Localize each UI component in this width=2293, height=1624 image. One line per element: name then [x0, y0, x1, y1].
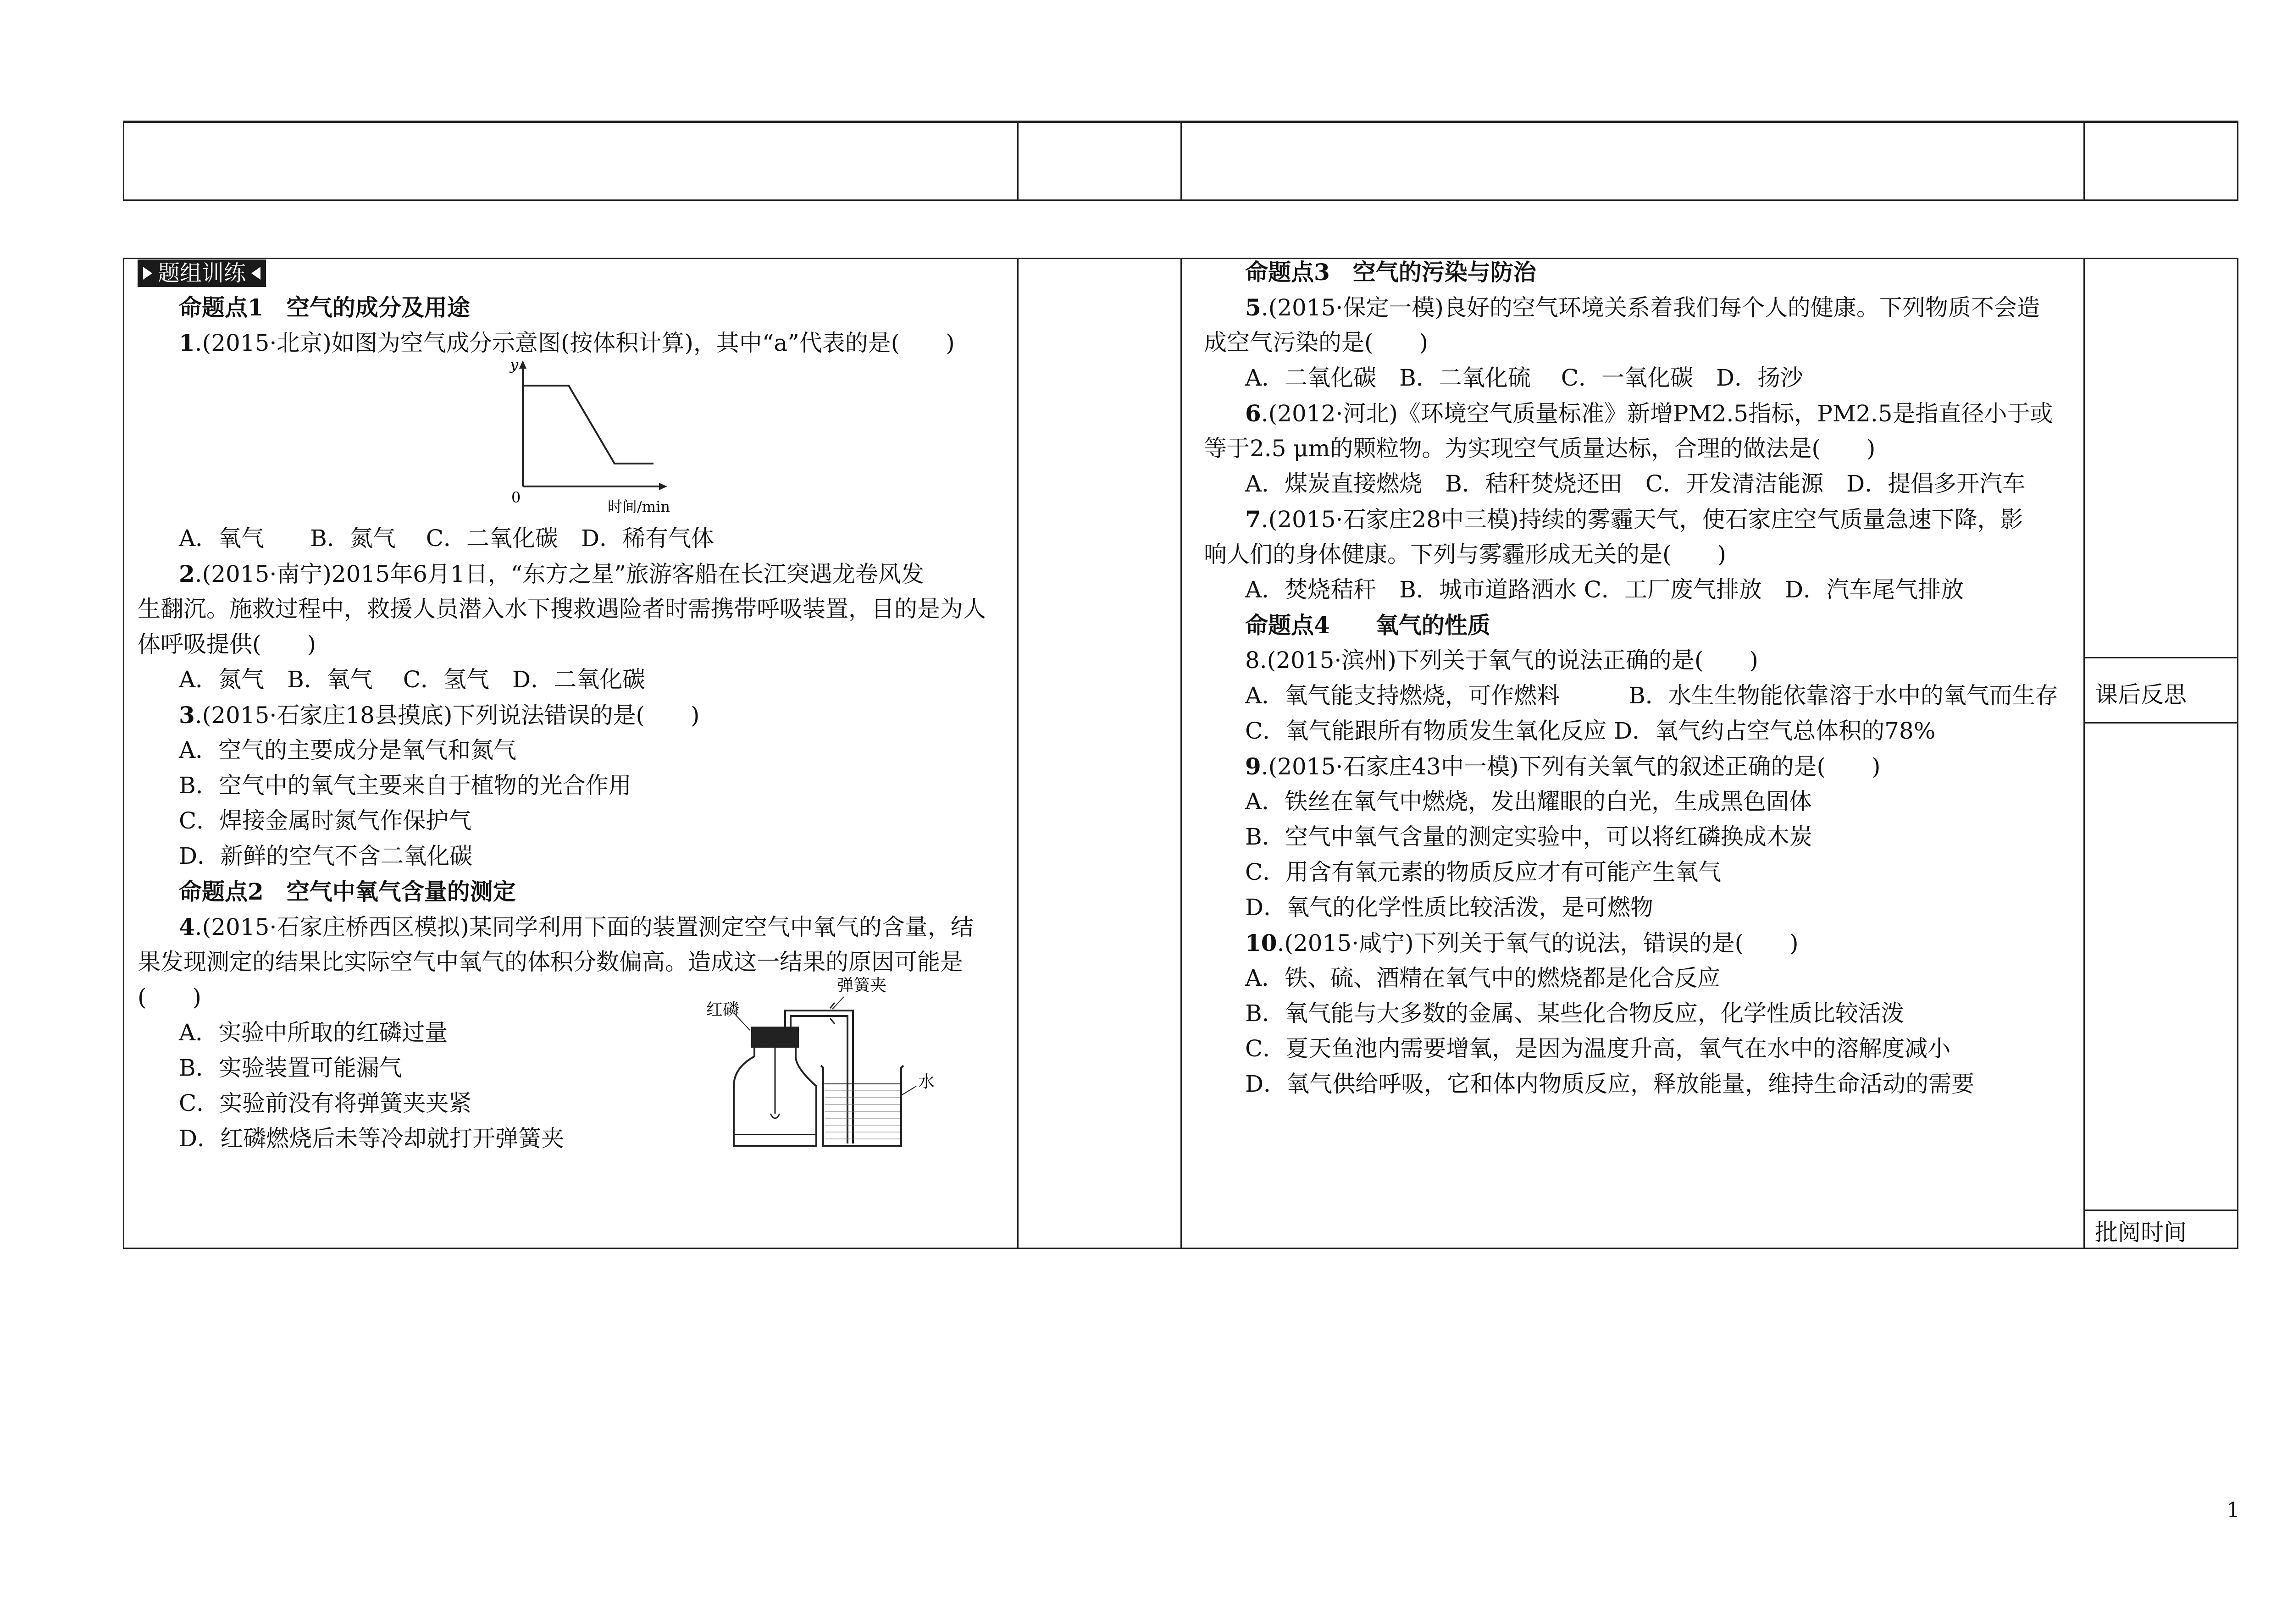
question-9 — [1204, 749, 2075, 784]
q4-option-d: D．红磷燃烧后未等冷却就打开弹簧夹 — [179, 1125, 565, 1152]
topic-2-heading: 命题点2 空气中氧气含量的测定 — [179, 878, 516, 905]
water-pointer — [901, 1086, 916, 1095]
phosphorus-label: 红磷 — [706, 1000, 740, 1019]
header-divider-1 — [1017, 121, 1019, 201]
question-8: 8.(2015·滨州)下列关于氧气的说法正确的是( ) — [1245, 647, 1758, 674]
q10-option-c: C．夏天鱼池内需要增氧，是因为温度升高，氧气在水中的溶解度减小 — [1245, 1035, 1951, 1062]
question-number: 2 — [179, 560, 195, 587]
q10-option-a: A．铁、硫、酒精在氧气中的燃烧都是化合反应 — [1245, 965, 1721, 991]
topic-3-heading: 命题点3 空气的污染与防治 — [1245, 259, 1536, 286]
apparatus-diagram — [706, 976, 991, 1155]
content-divider-1 — [1017, 258, 1019, 1249]
question-number: 4 — [179, 913, 195, 940]
header-divider-3 — [2083, 121, 2085, 201]
q3-option-b: B．空气中的氧气主要来自于植物的光合作用 — [179, 772, 631, 799]
water-hatch — [825, 1091, 900, 1139]
question-number: 9 — [1245, 753, 1261, 780]
q8-options-cd: C．氧气能跟所有物质发生氧化反应 D．氧气约占空气总体积的78% — [1245, 718, 1936, 744]
question-3 — [138, 697, 1009, 733]
flask-stopper — [751, 1027, 799, 1048]
clamp-icon — [830, 1003, 835, 1024]
question-stem: .(2015·咸宁)下列关于氧气的说法，错误的是( ) — [1277, 930, 1799, 956]
origin-label: 0 — [511, 489, 521, 506]
question-stem: .(2015·石家庄28中三模)持续的雾霾天气，使石家庄空气质量急速下降，影 — [1261, 506, 2023, 533]
question-number: 10 — [1245, 929, 1277, 956]
graph-line — [523, 386, 654, 464]
triangle-left-icon — [251, 267, 260, 280]
question-number: 6 — [1245, 400, 1261, 427]
side-row-line-2 — [2083, 722, 2238, 724]
beaker — [821, 1066, 903, 1146]
q1-graph — [138, 360, 1009, 521]
question-7 — [1204, 502, 2075, 537]
q2-options: A．氮气 B．氧气 C．氢气 D．二氧化碳 — [179, 666, 646, 693]
q4-option-a: A．实验中所取的红磷过量 — [179, 1019, 448, 1046]
q10-option-b: B．氧气能与大多数的金属、某些化合物反应，化学性质比较活泼 — [1245, 1000, 1904, 1027]
question-4 — [138, 909, 1009, 945]
clamp-label: 弹簧夹 — [837, 976, 887, 995]
side-row-line-3 — [2083, 1210, 2238, 1211]
q2-stem-line-2: 生翻沉。施救过程中，救援人员潜入水下搜救遇险者时需携带呼吸装置，目的是为人 — [138, 596, 986, 622]
question-stem: .(2015·南宁)2015年6月1日，“东方之星”旅游客船在长江突遇龙卷风发 — [194, 561, 924, 587]
triangle-right-icon — [143, 267, 152, 280]
q5-options: A．二氧化碳 B．二氧化硫 C．一氧化碳 D．扬沙 — [1245, 365, 1804, 391]
q5-stem-line-2: 成空气污染的是( ) — [1204, 329, 1429, 356]
x-axis-label: 时间/min — [608, 498, 670, 515]
q7-stem-line-2: 响人们的身体健康。下列与雾霾形成无关的是( ) — [1204, 541, 1727, 568]
header-divider-2 — [1180, 121, 1182, 201]
section-banner — [138, 260, 266, 287]
right-column — [1204, 254, 2075, 1102]
page-number: 1 — [2227, 1497, 2240, 1522]
question-stem: .(2012·河北)《环境空气质量标准》新增PM2.5指标，PM2.5是指直径小于或 — [1261, 400, 2053, 427]
question-stem: .(2015·保定一模)良好的空气环境关系着我们每个人的健康。下列物质不会造 — [1261, 294, 2040, 321]
content-divider-3 — [2083, 258, 2085, 1249]
question-number: 5 — [1245, 294, 1261, 321]
q4-stem-line-3: ( ) — [138, 984, 202, 1011]
left-column — [138, 254, 1009, 1156]
q9-option-a: A．铁丝在氧气中燃烧，发出耀眼的白光，生成黑色固体 — [1245, 788, 1812, 815]
q7-options: A．焚烧秸秆 B．城市道路洒水 C．工厂废气排放 D．汽车尾气排放 — [1245, 576, 1964, 603]
y-arrow-icon — [519, 360, 526, 369]
q4-options-block — [138, 976, 1009, 1156]
question-5 — [1204, 290, 2075, 325]
q3-option-d: D．新鲜的空气不含二氧化碳 — [179, 843, 473, 869]
topic-4-heading: 命题点4 氧气的性质 — [1245, 612, 1490, 639]
q9-option-b: B．空气中氧气含量的测定实验中，可以将红磷换成木炭 — [1245, 823, 1812, 850]
review-time-label: 批阅时间 — [2095, 1219, 2187, 1246]
q8-options-ab: A．氧气能支持燃烧，可作燃料 B．水生生物能依靠溶于水中的氧气而生存 — [1245, 682, 2058, 709]
question-number: 3 — [179, 702, 195, 729]
q9-option-c: C．用含有氧元素的物质反应才有可能产生氧气 — [1245, 859, 1722, 885]
q4-option-b: B．实验装置可能漏气 — [179, 1055, 402, 1081]
question-1 — [138, 325, 1009, 360]
water-label: 水 — [918, 1072, 935, 1091]
x-arrow-icon — [659, 483, 667, 490]
question-stem: .(2015·石家庄桥西区模拟)某同学利用下面的装置测定空气中氧气的含量，结 — [194, 914, 974, 940]
q4-stem-line-2: 果发现测定的结果比实际空气中氧气的体积分数偏高。造成这一结果的原因可能是 — [138, 949, 963, 975]
q6-options: A．煤炭直接燃烧 B．秸秆焚烧还田 C．开发清洁能源 D．提倡多开汽车 — [1245, 470, 2026, 497]
question-stem: .(2015·石家庄18县摸底)下列说法错误的是( ) — [194, 702, 700, 729]
glass-tube-inner — [791, 1016, 847, 1143]
question-6 — [1204, 396, 2075, 431]
topic-1-heading: 命题点1 空气的成分及用途 — [179, 294, 470, 321]
question-number: 1 — [179, 329, 195, 356]
question-stem: .(2015·石家庄43中一模)下列有关氧气的叙述正确的是( ) — [1261, 753, 1881, 780]
question-10 — [1204, 925, 2075, 961]
q2-stem-line-3: 体呼吸提供( ) — [138, 631, 316, 657]
banner-row — [138, 254, 1009, 290]
question-number: 7 — [1245, 506, 1261, 533]
q9-option-d: D．氧气的化学性质比较活泼，是可燃物 — [1245, 894, 1654, 921]
q3-option-a: A．空气的主要成分是氧气和氮气 — [179, 737, 517, 763]
y-axis-label: y — [510, 360, 519, 373]
side-row-line-1 — [2083, 657, 2238, 658]
graph-svg — [138, 360, 1009, 521]
banner-label: 题组训练 — [158, 260, 246, 286]
q4-option-c: C．实验前没有将弹簧夹夹紧 — [179, 1090, 472, 1116]
q10-option-d: D．氧气供给呼吸，它和体内物质反应，释放能量，维持生命活动的需要 — [1245, 1071, 1975, 1097]
spoon-bowl — [770, 1114, 780, 1118]
q6-stem-line-2: 等于2.5 μm的颗粒物。为实现空气质量达标，合理的做法是( ) — [1204, 435, 1876, 462]
question-2 — [138, 556, 1009, 591]
question-stem: .(2015·北京)如图为空气成分示意图(按体积计算)，其中“a”代表的是( ) — [194, 330, 955, 356]
q3-option-c: C．焊接金属时氮气作保护气 — [179, 807, 472, 834]
content-divider-2 — [1180, 258, 1182, 1249]
reflection-label: 课后反思 — [2095, 681, 2187, 708]
q1-options: A．氧气 B．氮气 C．二氧化碳 D．稀有气体 — [179, 525, 714, 552]
